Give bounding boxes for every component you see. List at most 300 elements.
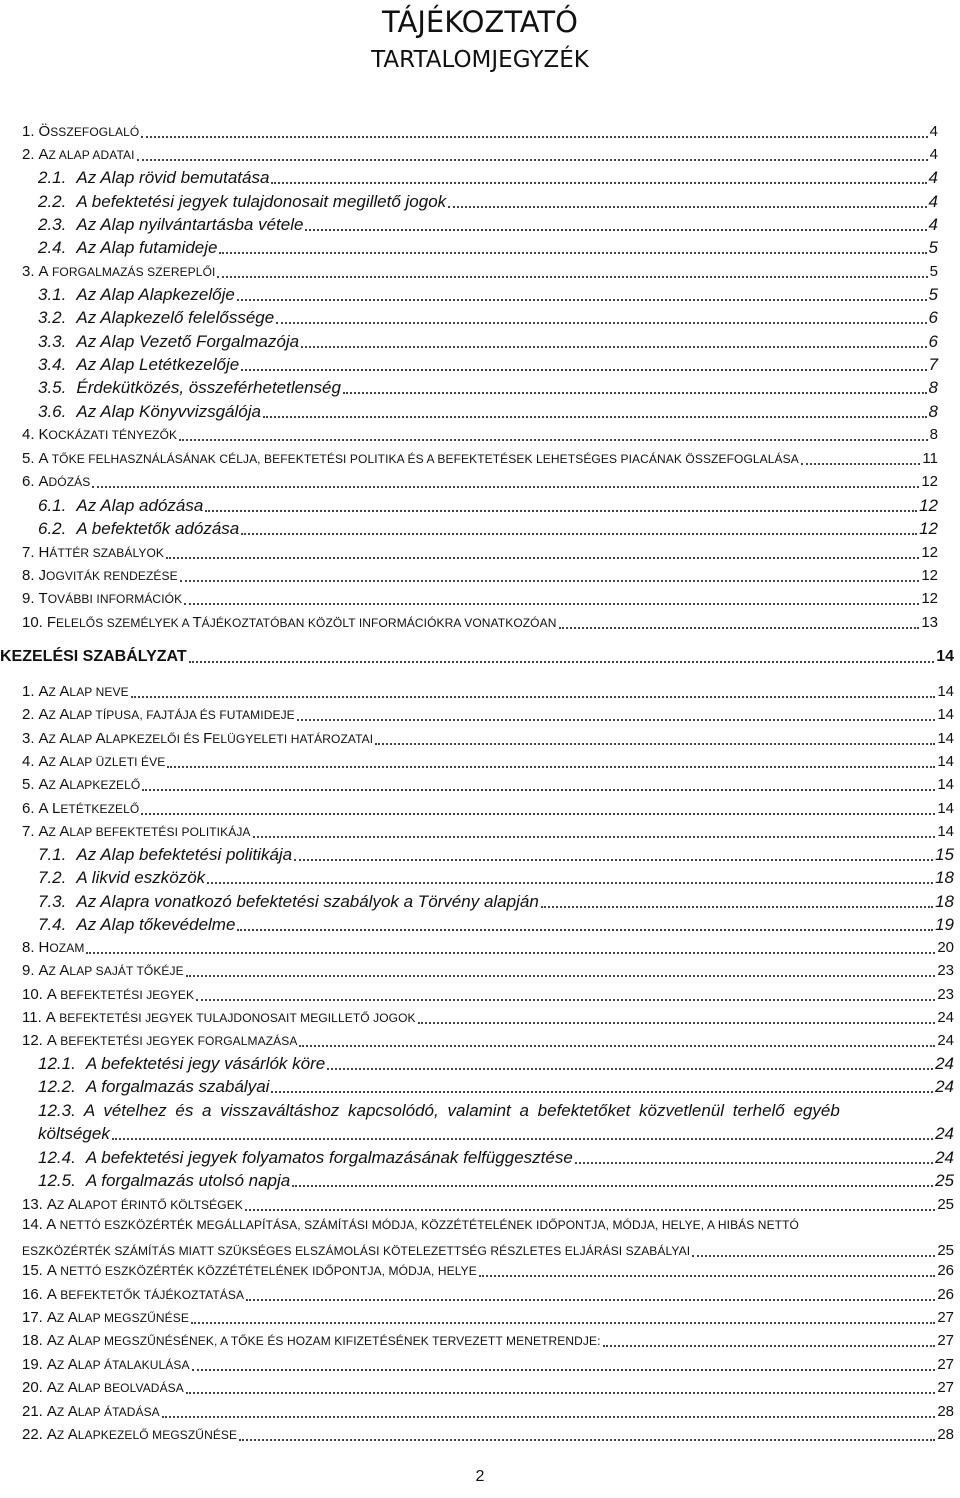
toc-number: 3. [22, 263, 35, 280]
heading-smallcaps: Z [48, 708, 60, 722]
heading-smallcaps: Z [56, 1381, 68, 1395]
toc-entry-text [38, 237, 217, 259]
toc-title: A forgalmazás szabályai [85, 1077, 270, 1096]
heading-initial: A [46, 1216, 57, 1233]
toc-entry-text [22, 681, 129, 703]
dot-leader [186, 1388, 935, 1394]
toc-subentry[interactable] [38, 353, 938, 376]
toc-page-number: 23 [937, 962, 954, 979]
heading-smallcaps: LAP BEOLVADÁSA [77, 1381, 184, 1395]
heading-smallcaps: LAP MEGSZŰNÉSE [77, 1311, 189, 1325]
toc-subentry[interactable] [38, 213, 938, 236]
toc-number: 16. [22, 1286, 43, 1303]
heading-smallcaps: LAP TÍPUSA, FAJTÁJA ÉS FUTAMIDEJE [69, 708, 295, 722]
toc-title: A likvid eszközök [76, 868, 206, 887]
dot-leader [692, 1251, 935, 1257]
toc-entry[interactable] [22, 447, 938, 470]
heading-smallcaps: LAPKEZELŐ MEGSZŰNÉSE [77, 1428, 238, 1442]
heading-initial: A [59, 776, 70, 793]
toc-title: A befektetési jegy vásárlók köre [85, 1054, 326, 1073]
toc-entry-text [38, 401, 261, 423]
toc-number: 8. [22, 567, 35, 584]
heading-smallcaps: ELÜGYELETI HATÁROZATAI [212, 732, 374, 746]
dot-leader [186, 971, 936, 977]
toc-entry-text [38, 518, 239, 540]
heading-smallcaps: Z [56, 1334, 68, 1348]
toc-entry-text [38, 191, 446, 213]
toc-entry-text [22, 261, 215, 283]
heading-initial: H [38, 544, 50, 561]
dot-leader [271, 1087, 933, 1093]
toc-page-number: 23 [937, 986, 954, 1003]
toc-entry[interactable] [22, 470, 938, 493]
toc-number: 7.2. [38, 868, 67, 887]
toc-page-number: 5 [928, 285, 938, 304]
toc-title: Az Alap Könyvvizsgálója [76, 402, 261, 421]
toc-entry[interactable] [22, 587, 938, 610]
toc-entry[interactable] [22, 680, 954, 703]
toc-entry-text [38, 914, 235, 936]
toc-number: 4. [22, 426, 35, 443]
heading-initial: A [59, 683, 70, 700]
toc-entry[interactable] [22, 120, 938, 143]
toc-subentry[interactable] [38, 376, 938, 399]
heading-initial: A [45, 1009, 56, 1026]
toc-entry-text [22, 144, 135, 166]
heading-initial: A [38, 146, 49, 163]
toc-number: 18. [22, 1332, 43, 1349]
heading-smallcaps: Z ALAP ADATAI [48, 148, 135, 162]
toc-page-number: 28 [937, 1403, 954, 1420]
heading-initial: T [192, 614, 202, 631]
heading-initial: T [38, 590, 48, 607]
toc-number: 13. [22, 1196, 43, 1213]
dot-leader [301, 342, 926, 348]
toc-subentry[interactable] [38, 1146, 954, 1169]
toc-entry[interactable] [22, 1306, 954, 1329]
toc-entry[interactable] [22, 703, 954, 726]
toc-page-number: 27 [937, 1332, 954, 1349]
toc-entry[interactable] [22, 1423, 954, 1446]
heading-initial: F [46, 614, 57, 631]
heading-smallcaps: ÁTTÉR SZABÁLYOK [49, 546, 164, 560]
toc-entry[interactable] [22, 1376, 954, 1399]
heading-smallcaps: LAP MEGSZŰNÉSÉNEK, A TŐKE ÉS HOZAM KIFIZETÉSÉNEK TERVEZETT MENETRENDJE: [77, 1334, 601, 1348]
heading-smallcaps: Z [56, 1358, 68, 1372]
toc-title: TARTALOMJEGYZÉK [371, 47, 589, 73]
toc-page-number: 8 [929, 426, 938, 443]
heading-initial: F [203, 730, 213, 747]
toc-page-number: 8 [928, 402, 938, 421]
heading-smallcaps: Z [48, 778, 60, 792]
toc-page-number: 18 [935, 892, 954, 911]
toc-subentry[interactable] [38, 166, 938, 189]
toc-number: 15. [22, 1262, 43, 1279]
heading-smallcaps: Z [56, 1198, 68, 1212]
toc-title: Az Alap rövid bemutatása [76, 168, 270, 187]
toc-title: A forgalmazás utolsó napja [85, 1171, 291, 1190]
dot-leader [246, 1295, 935, 1301]
heading-initial: A [67, 1403, 78, 1420]
heading-initial: A [46, 1032, 57, 1049]
toc-entry-text [38, 844, 292, 866]
toc-number: 2.3. [38, 215, 67, 234]
toc-number: 2.4. [38, 238, 67, 257]
dot-leader [237, 925, 933, 931]
heading-initial: A [67, 1356, 78, 1373]
toc-number: 20. [22, 1379, 43, 1396]
heading-initial: L [51, 800, 61, 817]
toc-page-number: 11 [922, 450, 938, 467]
heading-initial: A [59, 753, 70, 770]
dot-leader [292, 1181, 933, 1187]
toc-entry[interactable] [22, 820, 954, 843]
toc-page-number: 12 [919, 496, 938, 515]
heading-smallcaps: BEFEKTETÉSI JEGYEK FORGALMAZÁSA [56, 1034, 298, 1048]
heading-smallcaps: FORGALMAZÁS SZEREPLŐI [48, 265, 216, 279]
toc-entry-text [22, 121, 139, 143]
toc-page-number: 12 [921, 544, 938, 561]
toc-entry-text [38, 214, 303, 236]
toc-entry[interactable] [22, 1029, 954, 1052]
toc-entry-text [22, 960, 184, 982]
heading-initial: A [38, 473, 49, 490]
heading-smallcaps: BEFEKTETŐK TÁJÉKOZTATÁSA [56, 1288, 245, 1302]
toc-entry-text [22, 798, 139, 820]
toc-page-number: 14 [937, 683, 954, 700]
dot-leader [112, 1134, 933, 1140]
toc-title: Az Alap adózása [76, 496, 204, 515]
dot-leader [479, 1271, 935, 1277]
dot-leader [418, 1018, 936, 1024]
toc-subentry[interactable] [38, 1052, 954, 1075]
dot-leader [603, 1341, 936, 1347]
toc-number: 6.2. [38, 519, 67, 538]
dot-leader [305, 225, 926, 231]
toc-page-number: 14 [937, 800, 954, 817]
heading-smallcaps: NETTÓ ESZKÖZÉRTÉK MEGÁLLAPÍTÁSA, SZÁMÍTÁSI MÓDJA, KÖZZÉTÉTELÉNEK IDŐPONTJA, MÓDJA, HELYE, A HIBÁS NETTÓ [56, 1218, 799, 1232]
toc-entry-text [22, 612, 557, 634]
toc-entry-text [22, 821, 251, 843]
heading-smallcaps: Z [48, 964, 60, 978]
page-number: 2 [475, 1468, 485, 1485]
kezelesi-heading[interactable] [0, 645, 954, 668]
dot-leader [448, 202, 926, 208]
heading-initial: A [38, 263, 49, 280]
toc-number: 10. [22, 614, 43, 631]
heading-initial: A [46, 1196, 57, 1213]
toc-page-number: 12 [921, 567, 938, 584]
toc-entry[interactable] [22, 611, 938, 634]
dot-leader [192, 1365, 936, 1371]
toc-entry-text [22, 1030, 297, 1052]
toc-number: 9. [22, 590, 35, 607]
dot-leader [137, 155, 928, 161]
heading-smallcaps: OCKÁZATI TÉNYEZŐK [48, 428, 178, 442]
toc-number: 2. [22, 146, 35, 163]
dot-leader [131, 692, 936, 698]
toc-page-number: 14 [937, 730, 954, 747]
toc-number: 3.3. [38, 332, 67, 351]
toc-entry-text [22, 937, 84, 959]
toc-entry-text [38, 331, 299, 353]
toc-entry[interactable] [22, 983, 954, 1006]
toc-page-number: 25 [937, 1242, 954, 1259]
dot-leader [92, 482, 919, 488]
dot-leader [237, 295, 927, 301]
toc-entry[interactable] [22, 1006, 954, 1029]
toc-title: Érdekütközés, összeférhetetlenség [76, 378, 341, 397]
heading-smallcaps: DÓZÁS [48, 475, 91, 489]
heading-initial: A [95, 730, 106, 747]
dot-leader [86, 948, 935, 954]
toc-entry[interactable] [22, 750, 954, 773]
toc-entry-text [38, 377, 341, 399]
toc-page-number: 4 [928, 192, 938, 211]
toc-subentry[interactable] [38, 494, 938, 517]
toc-number: 5. [22, 450, 35, 467]
toc-page-number: 5 [929, 263, 938, 280]
toc-entry-text [22, 1007, 416, 1029]
toc-page-number: 19 [935, 915, 954, 934]
toc-entry-text [22, 1284, 244, 1306]
dot-leader [239, 1435, 935, 1441]
heading-smallcaps: LAP ÜZLETI ÉVE [69, 755, 166, 769]
toc-number: 4. [22, 753, 35, 770]
toc-number: 8. [22, 939, 35, 956]
toc-page-number: 24 [935, 1124, 954, 1143]
toc-page-number: 26 [937, 1262, 954, 1279]
toc-number: 21. [22, 1403, 43, 1420]
heading-smallcaps: LAP NEVE [69, 685, 129, 699]
toc-page-number: 13 [921, 614, 938, 631]
toc-page-number: 14 [937, 776, 954, 793]
toc-number: 6. [22, 800, 35, 817]
heading-smallcaps: LAP SAJÁT TŐKÉJE [69, 964, 184, 978]
toc-title: Az Alap Letétkezelője [76, 355, 240, 374]
heading-initial: A [67, 1196, 78, 1213]
toc-entry-text [22, 424, 177, 446]
toc-subentry[interactable] [38, 190, 938, 213]
toc-subentry[interactable] [38, 330, 938, 353]
toc-entry[interactable] [22, 1283, 954, 1306]
toc-title: A befektetési jegyek folyamatos forgalmazásának felfüggesztése [85, 1148, 573, 1167]
toc-entry[interactable] [22, 936, 954, 959]
toc-entry[interactable] [22, 1353, 954, 1376]
dot-leader [191, 1318, 935, 1324]
toc-entry-text [22, 588, 182, 610]
toc-entry[interactable] [22, 541, 938, 564]
heading-smallcaps: BEFEKTETÉSI JEGYEK [56, 988, 195, 1002]
heading-smallcaps: Z [48, 825, 60, 839]
toc-page-number: 24 [937, 1032, 954, 1049]
toc-subentry[interactable] [38, 283, 938, 306]
toc-entry-text [22, 542, 164, 564]
toc-subentry[interactable] [38, 890, 954, 913]
heading-initial: A [46, 1262, 57, 1279]
dot-leader [245, 1205, 935, 1211]
heading-initial: A [38, 962, 49, 979]
toc-page-number: 14 [937, 706, 954, 723]
heading-smallcaps: OGVITÁK RENDEZÉSE [46, 569, 178, 583]
toc-number: 12.5. [38, 1171, 76, 1190]
toc-entry-text [38, 307, 274, 329]
toc-page-number: 12 [919, 519, 938, 538]
toc-number: 2.2. [38, 192, 67, 211]
heading-initial: A [59, 823, 70, 840]
heading-initial: A [38, 823, 49, 840]
dot-leader [162, 1412, 936, 1418]
toc-number: 12.1. [38, 1054, 76, 1073]
toc-number: 3.1. [38, 285, 67, 304]
toc-entry-text [22, 471, 90, 493]
toc-entry-text [22, 1260, 477, 1282]
toc-page-number: 27 [937, 1309, 954, 1326]
toc-subentry[interactable] [38, 913, 954, 936]
heading-smallcaps: LAP [69, 732, 96, 746]
toc-entry-text [22, 565, 178, 587]
toc-entry-text [22, 1307, 189, 1329]
toc-entry-text [38, 167, 269, 189]
toc-entry[interactable] [22, 423, 938, 446]
heading-initial: A [38, 450, 49, 467]
dot-leader [541, 902, 933, 908]
toc-entry-text [38, 1076, 269, 1098]
heading-smallcaps: TŐKE FELHASZNÁLÁSÁNAK CÉLJA, BEFEKTETÉSI POLITIKA ÉS A BEFEKTETÉSEK LEHETSÉGES PIACÁNAK ÖSSZEFOGLALÁSA [48, 452, 799, 466]
toc-subentry[interactable] [38, 1075, 954, 1098]
toc-page-number: 28 [937, 1426, 954, 1443]
toc-entry-text [22, 1354, 190, 1376]
toc-entry[interactable] [22, 1193, 954, 1216]
dot-leader [263, 412, 927, 418]
toc-entry[interactable] [22, 143, 938, 166]
toc-subentry[interactable] [38, 306, 938, 329]
dot-leader [189, 657, 935, 663]
toc-page-number: 6 [928, 332, 938, 351]
toc-page-number: 18 [935, 868, 954, 887]
toc-page-number: 26 [937, 1286, 954, 1303]
dot-leader [166, 553, 919, 559]
toc-page-number: 4 [928, 215, 938, 234]
dot-leader [343, 388, 927, 394]
toc-page-number: 14 [937, 823, 954, 840]
heading-initial: Ö [38, 123, 51, 140]
toc-title: A befektetők adózása [76, 519, 240, 538]
toc-entry[interactable] [22, 727, 954, 750]
toc-subentry[interactable] [38, 1169, 954, 1192]
toc-number: 12. [22, 1032, 43, 1049]
toc-number: 1. [22, 123, 35, 140]
toc-entry[interactable] [22, 1259, 954, 1282]
heading-smallcaps: LAP BEFEKTETÉSI POLITIKÁJA [69, 825, 251, 839]
toc-number: 3. [22, 730, 35, 747]
toc-page-number: 27 [937, 1356, 954, 1373]
dot-leader [196, 995, 935, 1001]
dot-leader [276, 318, 926, 324]
heading-initial: A [38, 800, 49, 817]
toc-entry-text [38, 1147, 573, 1169]
toc-number: 12.4. [38, 1148, 76, 1167]
heading-smallcaps: LAPKEZELŐI ÉS [105, 732, 204, 746]
toc-entry-text [38, 354, 239, 376]
heading-initial: A [59, 962, 70, 979]
toc-entry-text [22, 1194, 243, 1216]
toc-number: 19. [22, 1356, 43, 1373]
heading-smallcaps: Z [56, 1311, 68, 1325]
toc-entry[interactable] [22, 1329, 954, 1352]
dot-leader [207, 878, 933, 884]
toc-page-number: 4 [929, 123, 938, 140]
dot-leader [141, 809, 935, 815]
toc-entry[interactable] [22, 797, 954, 820]
toc-entry-text [22, 1377, 184, 1399]
toc-number: 2.1. [38, 168, 67, 187]
heading-smallcaps: ESZKÖZÉRTÉK SZÁMÍTÁS MIATT SZÜKSÉGES ELSZÁMOLÁSI KÖTELEZETTSÉG RÉSZLETES ELJÁRÁSI SZABÁLYAI [22, 1244, 691, 1258]
toc-entry[interactable] [22, 564, 938, 587]
toc-page-number: 24 [937, 1009, 954, 1026]
dot-leader [217, 272, 927, 278]
toc-subentry[interactable] [38, 517, 938, 540]
toc-page-number: 12 [921, 590, 938, 607]
toc-title: Az Alapkezelő felelőssége [76, 308, 275, 327]
toc-entry-text [22, 1424, 237, 1446]
heading-initial: A [46, 1403, 57, 1420]
toc-page-number: 4 [928, 168, 938, 187]
toc-subentry[interactable] [38, 843, 954, 866]
heading-initial: K [38, 426, 49, 443]
toc-number: 3.5. [38, 378, 67, 397]
toc-page-number: 14 [936, 648, 954, 665]
heading-smallcaps: ETÉTKEZELŐ [60, 802, 140, 816]
toc-subentry-continuation[interactable] [38, 1122, 954, 1145]
toc-entry[interactable] [22, 1400, 954, 1423]
toc-title: Az Alapra vonatkozó befektetési szabályok a Törvény alapján [76, 892, 539, 911]
toc-subentry[interactable] [38, 400, 938, 423]
toc-subentry[interactable] [38, 866, 954, 889]
dot-leader [167, 762, 935, 768]
toc-entry[interactable] [22, 260, 938, 283]
toc-subentry[interactable] [38, 236, 938, 259]
toc-title-cont: költségek [38, 1124, 110, 1143]
dot-leader [297, 715, 936, 721]
heading-smallcaps: LAPOT ÉRINTŐ KÖLTSÉGEK [77, 1198, 243, 1212]
toc-number: 10. [22, 986, 43, 1003]
toc-entry-wrapped[interactable] [22, 1216, 799, 1239]
toc-number: 3.2. [38, 308, 67, 327]
heading-smallcaps: OVÁBBI INFORMÁCIÓK [47, 592, 183, 606]
document-title: TÁJÉKOZTATÓ [382, 5, 578, 39]
heading-initial: A [38, 776, 49, 793]
toc-entry-text [38, 284, 235, 306]
toc-entry[interactable] [22, 959, 954, 982]
heading-initial: A [67, 1309, 78, 1326]
dot-leader [253, 832, 936, 838]
toc-title: Az Alap Alapkezelője [76, 285, 235, 304]
heading-smallcaps: LAP ÁTALAKULÁSA [77, 1358, 190, 1372]
dot-leader [801, 459, 921, 465]
dot-leader [241, 365, 926, 371]
dot-leader [575, 1158, 933, 1164]
toc-page-number: 25 [937, 1196, 954, 1213]
toc-subentry-wrapped[interactable] [38, 1099, 938, 1122]
toc-entry[interactable] [22, 773, 954, 796]
toc-number: 9. [22, 962, 35, 979]
heading-smallcaps: Z [56, 1428, 68, 1442]
dot-leader [184, 599, 919, 605]
toc-page-number: 6 [928, 308, 938, 327]
toc-number: 11. [22, 1009, 42, 1026]
toc-number: 3.4. [38, 355, 67, 374]
